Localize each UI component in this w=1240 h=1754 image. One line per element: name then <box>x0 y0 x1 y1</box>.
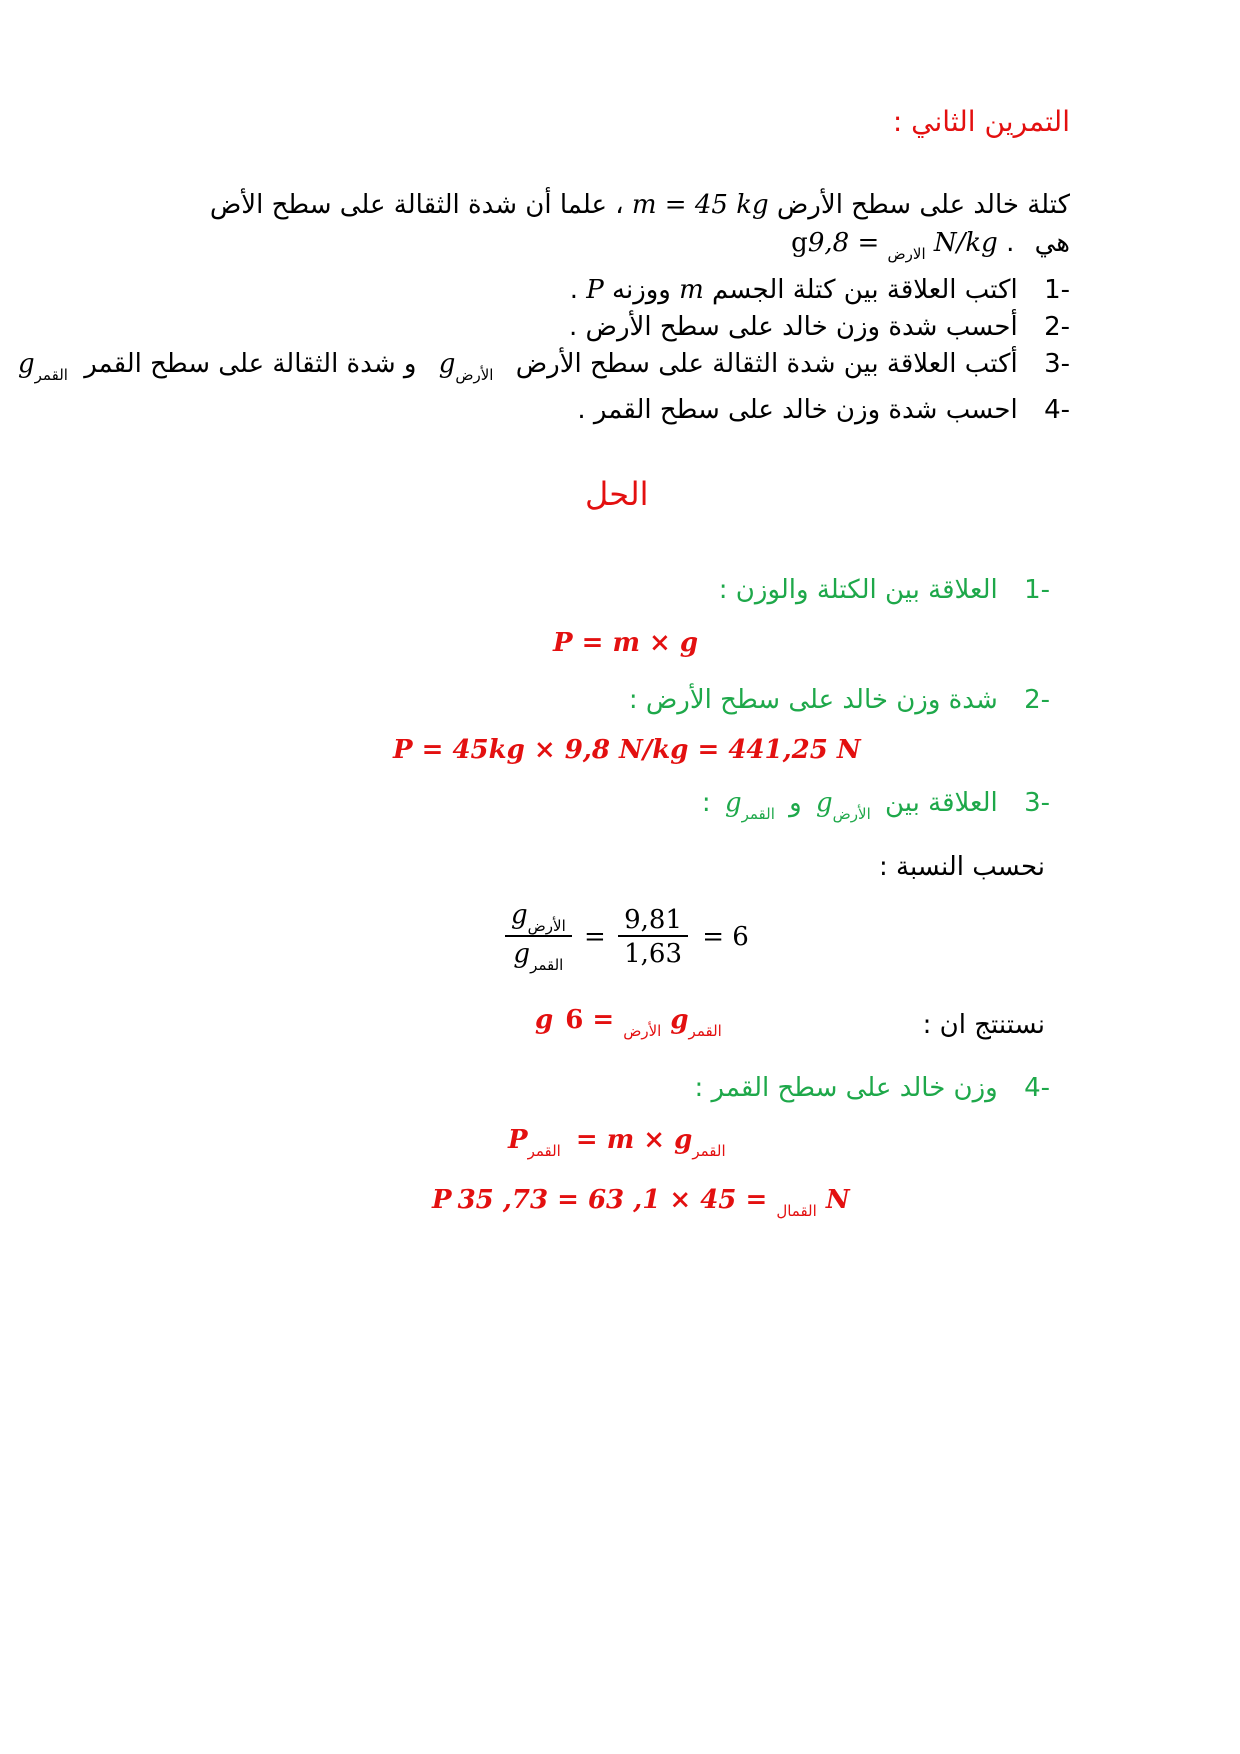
question-number: -1 <box>1044 275 1070 305</box>
statement-prefix: هي <box>1034 228 1070 258</box>
step-2-label: -2 شدة وزن خالد على سطح الأرض : <box>628 685 1050 715</box>
question-text: احسب شدة وزن خالد على سطح القمر . <box>577 395 1018 425</box>
question-number: -4 <box>1044 395 1070 425</box>
exercise-title: التمرين الثاني : <box>892 105 1070 138</box>
step-3-label: -3 العلاقة بين $g_{الأرض}$ و $g_{القمر}$ : <box>701 788 1050 823</box>
step-1-formula: P = m × g <box>553 628 699 658</box>
g-moon: $g_{القمر}$ <box>18 349 68 384</box>
g-value: = 9,8 N/kg <box>807 228 998 258</box>
question-3 <box>18 349 1070 384</box>
question-4 <box>577 395 1070 425</box>
conclude-label: نستنتج ان : <box>922 1010 1045 1040</box>
question-2 <box>569 312 1070 342</box>
g-symbol: g <box>791 228 808 258</box>
statement-text-a: كتلة خالد على سطح الأرض <box>776 190 1070 220</box>
value-fraction: $\frac{9,81}{1,63}$ <box>618 905 688 969</box>
statement-text-b: ، علما أن شدة الثقالة على سطح الأض <box>209 190 624 220</box>
gravity-value <box>791 228 1014 263</box>
g-subscript: الارض <box>887 245 926 263</box>
solution-title: الحل <box>585 475 649 513</box>
question-text: ووزنه <box>612 275 671 305</box>
question-1 <box>570 275 1070 305</box>
statement-line-2 <box>791 228 1070 263</box>
g-ratio-fraction: $\frac{g_{الأرض}}{g_{القمر}}$ <box>505 900 572 974</box>
question-number: -3 <box>1044 349 1070 379</box>
question-text: اكتب العلاقة بين كتلة الجسم <box>712 275 1018 305</box>
step-2-formula: P = 45kg × 9,8 N/kg = 441,25 N <box>393 735 861 765</box>
statement-line-1 <box>210 190 1070 220</box>
question-end: . <box>569 275 578 305</box>
question-text: أكتب العلاقة بين شدة الثقالة على سطح الأرض <box>515 349 1018 379</box>
g-earth: $g_{الأرض}$ <box>438 349 494 384</box>
ratio-label: نحسب النسبة : <box>878 852 1045 882</box>
ratio-equation: $\frac{g_{الأرض}}{g_{القمر}}$ = $\frac{9,81}{1,63}$ = 6 <box>505 900 749 974</box>
step-4-calculation: P $_{القمال}$ = 45 × 1, 63 = 73, 35 N <box>432 1185 850 1220</box>
step-4-formula: $P_{القمر} = m \times g_{القمر}$ <box>508 1125 726 1160</box>
step-1-label: -1 العلاقة بين الكتلة والوزن : <box>718 575 1050 605</box>
step-4-label: -4 وزن خالد على سطح القمر : <box>694 1073 1050 1103</box>
statement-end: . <box>1006 228 1015 258</box>
conclusion-formula: g $_{الأرض}$ = 6 $g_{القمر}$ <box>535 1005 722 1040</box>
question-text: أحسب شدة وزن خالد على سطح الأرض . <box>569 312 1018 342</box>
symbol-m: m <box>679 275 704 305</box>
mass-value: m = 45 kg <box>631 190 769 220</box>
question-text: و شدة الثقالة على سطح القمر <box>84 349 417 379</box>
symbol-p: P <box>586 275 604 305</box>
question-number: -2 <box>1044 312 1070 342</box>
